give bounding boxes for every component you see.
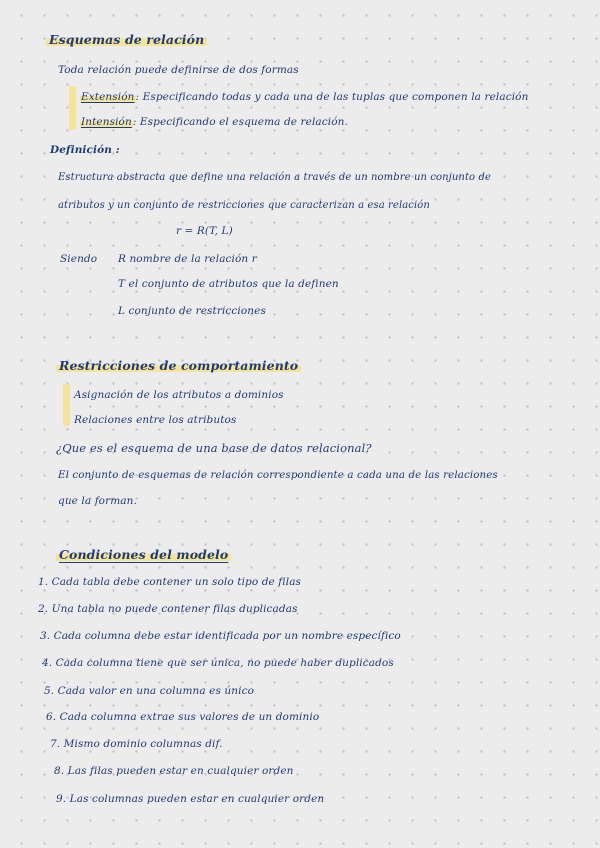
condicion-item: 1. Cada tabla debe contener un solo tipo de filas [38, 576, 302, 588]
section-title-restricciones: Restricciones de comportamiento [56, 358, 301, 373]
condicion-item: 3. Cada columna debe estar identificada por un nombre específico [40, 630, 401, 642]
condicion-item: 8. Las filas pueden estar en cualquier orden [54, 765, 294, 777]
relation-formula: r = R(T, L) [176, 225, 233, 237]
intension-label: Intensión [81, 116, 132, 128]
answer-line-1: El conjunto de esquemas de relación correspondiente a cada una de las relaciones [58, 469, 498, 481]
intension-line [80, 116, 348, 128]
extension-text: : Especificando todas y cada una de las tuplas que componen la relación [135, 91, 529, 103]
restriccion-item-2: Relaciones entre los atributos [74, 414, 237, 426]
esquemas-intro: Toda relación puede definirse de dos formas [58, 64, 299, 76]
condicion-item: 5. Cada valor en una columna es único [44, 685, 254, 697]
definition-label: Definición : [50, 144, 120, 156]
siendo-label: Siendo [60, 253, 98, 265]
siendo-r: R nombre de la relación r [118, 253, 257, 265]
section-title-esquemas: Esquemas de relación [46, 32, 207, 47]
restriccion-item-1: Asignación de los atributos a dominios [74, 389, 284, 401]
extension-label: Extensión [81, 91, 135, 103]
condicion-item: 4. Cada columna tiene que ser única, no puede haber duplicados [42, 657, 394, 669]
siendo-t: T el conjunto de atributos que la definen [118, 278, 339, 290]
intension-text: : Especificando el esquema de relación. [132, 116, 348, 128]
highlight-bar [69, 86, 76, 130]
section-title-condiciones: Condiciones del modelo [56, 547, 231, 562]
condicion-item: 9. Las columnas pueden estar en cualquier orden [56, 793, 325, 805]
condicion-item: 2. Una tabla no puede contener filas duplicadas [38, 603, 298, 615]
definition-line-1: Estructura abstracta que define una relación a través de un nombre un conjunto de [58, 172, 491, 183]
esquema-question: ¿Que es el esquema de una base de datos relacional? [56, 441, 372, 455]
answer-line-2: que la forman. [58, 495, 137, 507]
definition-line-2: atributos y un conjunto de restricciones que caracterizan a esa relación [58, 200, 430, 211]
highlight-bar [63, 384, 70, 426]
siendo-l: L conjunto de restricciones [118, 305, 266, 317]
condicion-item: 6. Cada columna extrae sus valores de un dominio [46, 711, 320, 723]
extension-line [80, 91, 528, 103]
condicion-item: 7. Mismo dominio columnas dif. [50, 738, 223, 750]
